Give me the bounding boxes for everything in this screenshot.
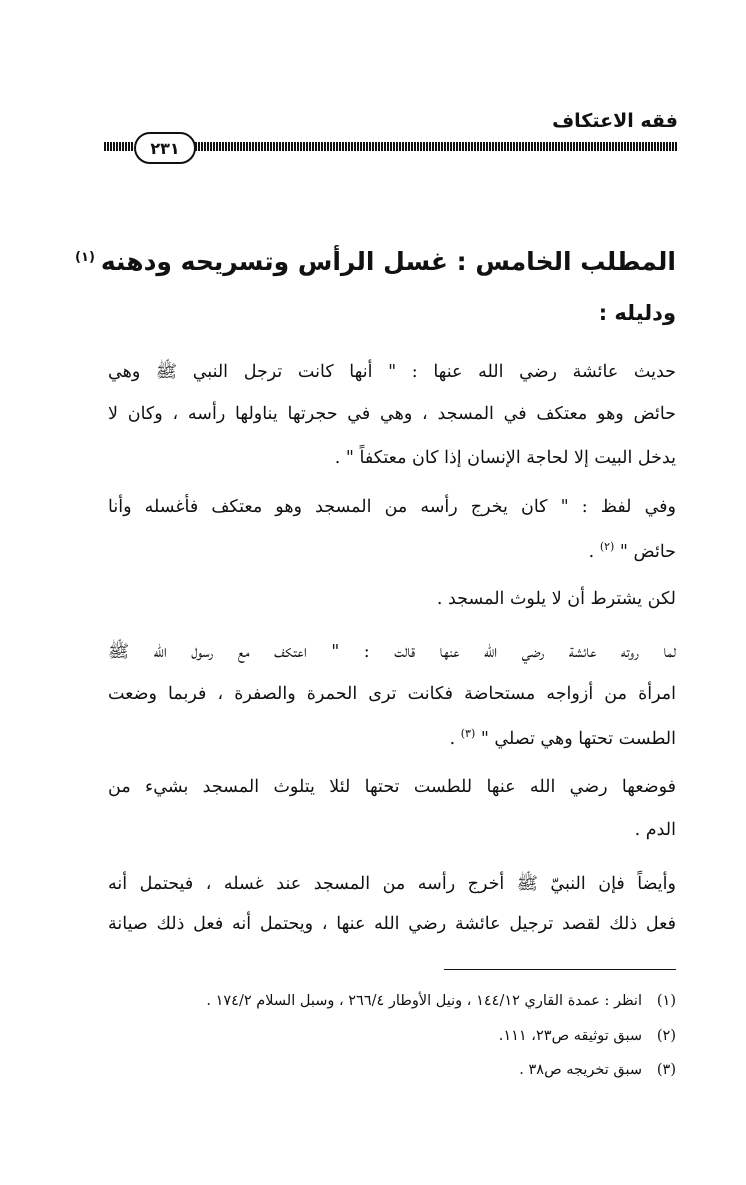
page-number: ٢٣١ [134,132,196,164]
running-title: فقه الاعتكاف [552,110,678,132]
body-line [450,727,676,749]
footnote-text: سبق توثيقه ص٢٣، ١١١. [498,1028,642,1044]
body-text: . [588,541,595,562]
footnote-rule [444,969,676,970]
header-rule-bar-tail [104,142,134,151]
body-line: وأيضاً فإن النبيّ ﷺ أخرج رأسه من المسجد عند غسله ، فيحتمل أنه [108,874,676,894]
body-line: وفي لفظ : " كان يخرج رأسه من المسجد وهو معتكف فأغسله وأنا [108,497,676,517]
body-line [589,540,676,562]
section-heading-text: المطلب الخامس : غسل الرأس وتسريحه ودهنه [100,247,676,276]
body-text: الطست تحتها وهي تصلي " [480,728,676,749]
footnote-number: (٢) [656,1028,676,1044]
body-line: فعل ذلك لقصد ترجيل عائشة رضي الله عنها ، ويحتمل أنه فعل ذلك صيانة [108,914,676,934]
body-line: يدخل البيت إلا لحاجة الإنسان إذا كان معتكفاً " . [334,448,676,468]
body-line: حائض وهو معتكف في المسجد ، وهي في حجرتها يناولها رأسه ، وكان لا [108,404,676,424]
footnote [206,993,676,1009]
footnote-ref-1: (١) [75,249,95,265]
header-rule-bar [192,142,678,151]
body-line: لكن يشترط أن لا يلوث المسجد . [436,589,676,609]
evidence-label: ودليله : [598,301,676,325]
header-rule [104,138,678,158]
footnote [499,1028,676,1044]
body-text: حائض " [619,541,676,562]
footnote-ref-2: (٢) [599,540,615,553]
body-line: فوضعها رضي الله عنها للطست تحتها لئلا يتلوث المسجد بشيء من [108,777,676,797]
body-line: الدم . [634,820,676,840]
section-heading [75,247,676,276]
body-line: امرأة من أزواجه مستحاضة فكانت ترى الحمرة والصفرة ، فربما وضعت [108,684,676,704]
footnote-ref-3: (٣) [460,727,476,740]
body-line: لما روته عائشة رضي الله عنها قالت : " اعتكف مع رسول الله ﷺ [108,642,676,662]
footnote-number: (١) [656,993,676,1009]
footnote-text: انظر : عمدة القاري ١٤٤/١٢ ، ونيل الأوطار ٢٦٦/٤ ، وسبل السلام ١٧٤/٢ . [206,993,642,1009]
footnote-number: (٣) [656,1062,676,1078]
body-text: . [449,728,456,749]
body-line: حديث عائشة رضي الله عنها : " أنها كانت ترجل النبي ﷺ وهي [108,362,676,382]
footnote-text: سبق تخريجه ص٣٨ . [519,1062,642,1078]
footnote [519,1062,676,1078]
